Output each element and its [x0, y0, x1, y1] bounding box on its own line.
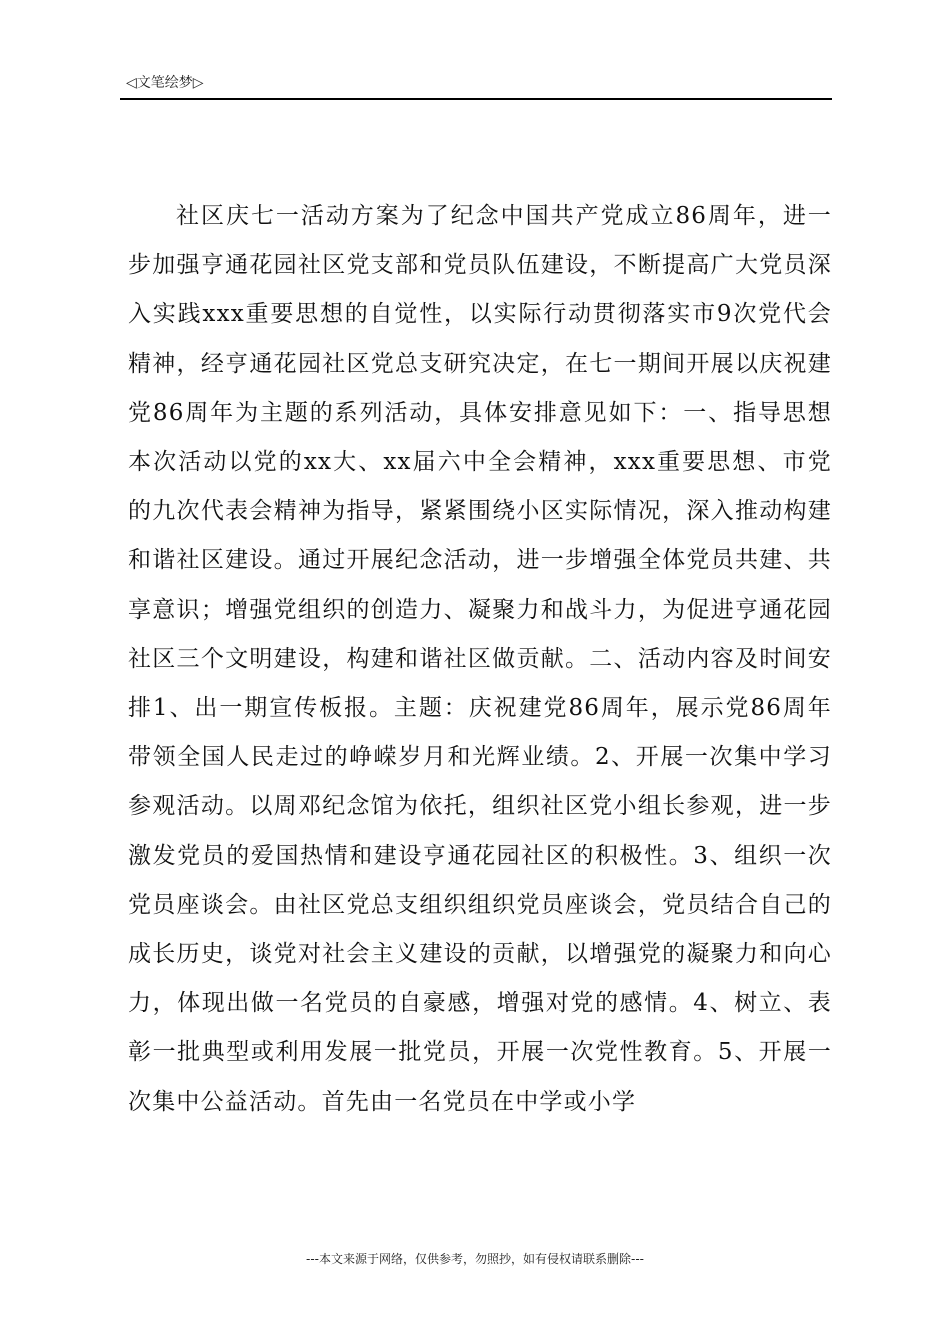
- article-body: 社区庆七一活动方案为了纪念中国共产党成立86周年，进一步加强亨通花园社区党支部和党员队伍建设，不断提高广大党员深入实践xxx重要思想的自觉性，以实际行动贯彻落实市9次党代会精神，经亨通花园社区党总支研究决定，在七一期间开展以庆祝建党86周年为主题的系列活动，具体安排意见如下：一、指导思想本次活动以党的xx大、xx届六中全会精神，xxx重要思想、市党的九次代表会精神为指导，紧紧围绕小区实际情况，深入推动构建和谐社区建设。通过开展纪念活动，进一步增强全体党员共建、共享意识；增强党组织的创造力、凝聚力和战斗力，为促进亨通花园社区三个文明建设，构建和谐社区做贡献。二、活动内容及时间安排1、出一期宣传板报。主题：庆祝建党86周年，展示党86周年带领全国人民走过的峥嵘岁月和光辉业绩。2、开展一次集中学习参观活动。以周邓纪念馆为依托，组织社区党小组长参观，进一步激发党员的爱国热情和建设亨通花园社区的积极性。3、组织一次党员座谈会。由社区党总支组织组织党员座谈会，党员结合自己的成长历史，谈党对社会主义建设的贡献，以增强党的凝聚力和向心力，体现出做一名党员的自豪感，增强对党的感情。4、树立、表彰一批典型或利用发展一批党员，开展一次党性教育。5、开展一次集中公益活动。首先由一名党员在中学或小学: [128, 203, 832, 1115]
- page-header: [120, 72, 832, 100]
- header-logo: ◁文笔绘梦▷: [126, 75, 204, 91]
- page-footer-disclaimer: ---本文来源于网络，仅供参考，勿照抄，如有侵权请联系删除---: [306, 1252, 644, 1266]
- article: [128, 192, 832, 1182]
